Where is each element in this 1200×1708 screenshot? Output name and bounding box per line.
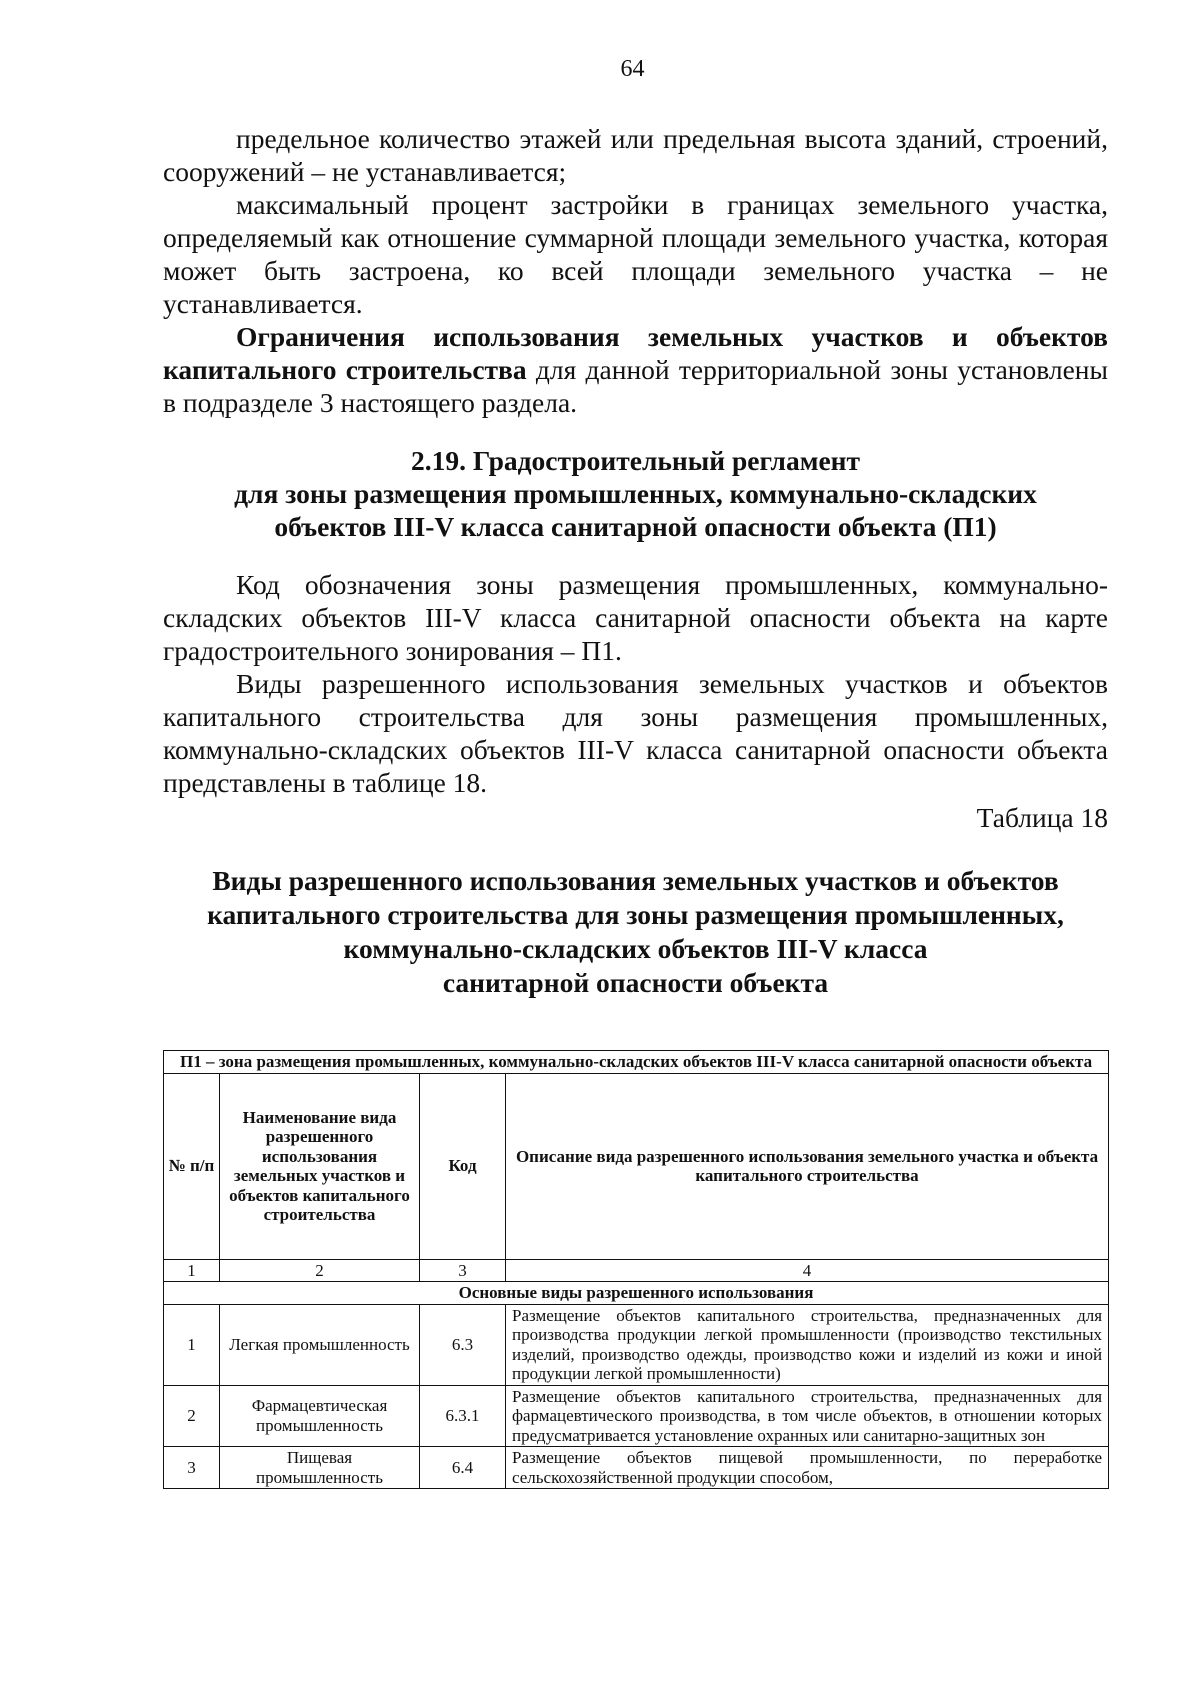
row-name: Фармацевтическая промышленность [220,1385,420,1447]
restrictions-bold: Ограничения использования земельных участков и объектов капитального строительства [163,321,1108,385]
row-name: Легкая промышленность [220,1304,420,1385]
table-header-row [164,1073,1109,1259]
table-column-numbers-row [164,1259,1109,1282]
table-row [164,1385,1109,1447]
row-code: 6.4 [420,1447,506,1489]
row-num: 1 [164,1304,220,1385]
paragraph-max-floors: предельное количество этажей или предельная высота зданий, строений, сооружений – не устанавливается; [163,123,1108,187]
section-heading-line-1: 2.19. Градостроительный регламент [410,445,861,476]
table-row [164,1304,1109,1385]
table-title [163,864,1108,1000]
column-number-1: 1 [164,1259,220,1282]
row-description: Размещение объектов пищевой промышленности, по переработке сельскохозяйственной продукции способом, [506,1447,1109,1489]
row-description: Размещение объектов капитального строительства, предназначенных для производства продукции легкой промышленности (производство текстильных изделий, производство одежды, производство кожи и изделий из кожи и иной продукции легкой промышленности) [506,1304,1109,1385]
restrictions-rest: для данной территориальной зоны установлены в подразделе 3 настоящего раздела. [163,354,1108,418]
row-num: 3 [164,1447,220,1489]
table-title-line-1: Виды разрешенного использования земельных участков и объектов [212,865,1059,896]
row-code: 6.3 [420,1304,506,1385]
paragraph-restrictions [163,320,1108,419]
column-number-4: 4 [506,1259,1109,1282]
table-caption: Таблица 18 [976,802,1108,833]
table-group-header: Основные виды разрешенного использования [164,1282,1109,1305]
column-number-3: 3 [420,1259,506,1282]
paragraph-permitted-uses: Виды разрешенного использования земельных участков и объектов капитального строительства для зоны размещения промышленных, коммунально-складских объектов III-V класса санитарной опасности объекта представлены в таблице 18. [163,668,1108,798]
paragraph-zone-code: Код обозначения зоны размещения промышленных, коммунально-складских объектов III-V класса санитарной опасности объекта на карте градостроительного зонирования – П1. [163,569,1108,666]
row-num: 2 [164,1385,220,1447]
table-zone-header-row [164,1051,1109,1074]
table-title-line-2: капитального строительства для зоны размещения промышленных, [207,899,1064,930]
table-title-line-4: санитарной опасности объекта [442,967,829,998]
table-zone-header: П1 – зона размещения промышленных, коммунально-складских объектов III-V класса санитарной опасности объекта [164,1051,1109,1074]
column-number-2: 2 [220,1259,420,1282]
column-header-code: Код [420,1073,506,1259]
document-body [163,122,1108,1000]
column-header-description: Описание вида разрешенного использования земельного участка и объекта капитального строительства [506,1073,1109,1259]
row-name: Пищевая промышленность [220,1447,420,1489]
section-heading-line-3: объектов III-V класса санитарной опасности объекта (П1) [274,511,997,542]
table-title-line-3: коммунально-складских объектов III-V класса [343,933,928,964]
page-number: 64 [620,56,645,82]
paragraph-max-building-percent: максимальный процент застройки в границах земельного участка, определяемый как отношение суммарной площади земельного участка, которая может быть застроена, ко всей площади земельного участка – не устанавливается. [163,189,1108,319]
column-header-num: № п/п [164,1073,220,1259]
section-heading-line-2: для зоны размещения промышленных, коммунально-складских [234,478,1037,509]
table-group-header-row [164,1282,1109,1305]
row-description: Размещение объектов капитального строительства, предназначенных для фармацевтического производства, в том числе объектов, в отношении которых предусматривается установление охранных или санитарно-защитных зон [506,1385,1109,1447]
table-row [164,1447,1109,1489]
section-heading [163,444,1108,543]
column-header-name: Наименование вида разрешенного использования земельных участков и объектов капитального строительства [220,1073,420,1259]
permitted-uses-table [163,1050,1109,1489]
row-code: 6.3.1 [420,1385,506,1447]
